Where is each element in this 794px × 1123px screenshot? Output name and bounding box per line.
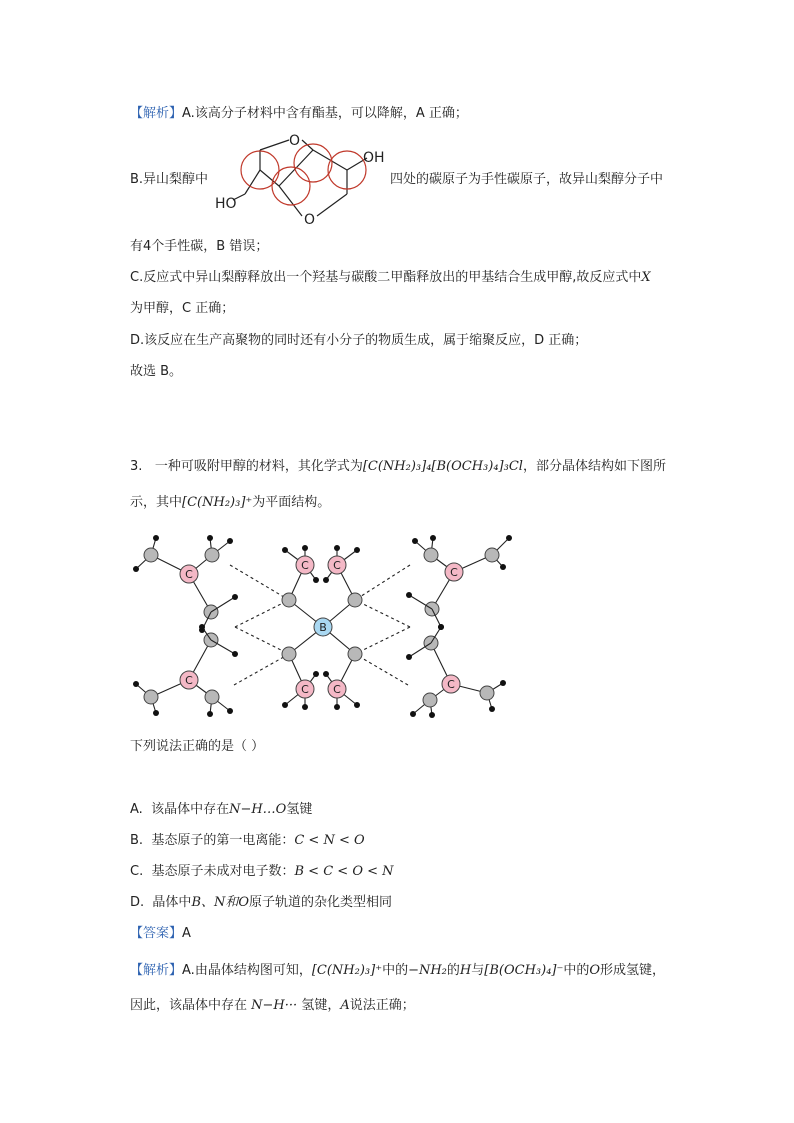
analysis2-text-e: 中的 [563, 963, 590, 978]
option-c[interactable] [130, 862, 394, 882]
atom-carbon-label: C [447, 678, 455, 691]
question-line-1 [130, 457, 666, 477]
atom-hydrogen [227, 708, 233, 714]
question-text-1: 一种可吸附甲醇的材料，其化学式为 [154, 459, 363, 474]
atom-hydrogen [207, 535, 213, 541]
atom-hydrogen [354, 702, 360, 708]
guanidinium-ion: [C(NH₂)₃]⁺ [182, 495, 253, 510]
analysis-option-c-cont: 为甲醇，C 正确； [130, 301, 235, 316]
hydrogen-bond [230, 565, 289, 600]
atom-gray [282, 647, 296, 661]
option-d-text: 晶体中 [152, 895, 192, 910]
analysis-line-d [130, 331, 587, 351]
atom-hydrogen [133, 681, 139, 687]
atom-hydrogen [133, 566, 139, 572]
bond [409, 643, 431, 657]
option-b-label: B. [130, 833, 144, 848]
analysis2-tag: 【解析】 [130, 963, 183, 978]
analysis-option-b-prefix: B.异山梨醇中 [130, 172, 209, 187]
analysis2-text-f: 形成氢键， [600, 963, 666, 978]
prompt-text: 下列说法正确的是（ ） [130, 739, 265, 754]
atom-gray [144, 690, 158, 704]
atom-hydrogen [153, 535, 159, 541]
atom-carbon-methoxy-label: C [301, 683, 309, 696]
option-b-math: C < N < O [294, 833, 365, 848]
atom-hydrogen [410, 711, 416, 717]
atom-hydrogen [406, 592, 412, 598]
option-a-tail: 氢键 [286, 802, 313, 817]
atom-hydrogen [232, 651, 238, 657]
option-a-label: A. [130, 802, 143, 817]
bond [409, 595, 432, 609]
variable-x: X [641, 270, 651, 285]
analysis2-line-2 [130, 996, 415, 1016]
option-c-label: C. [130, 864, 144, 879]
atom-hydrogen [207, 711, 213, 717]
option-d-math: B、N和O [191, 895, 250, 910]
hydrogen-bond [355, 600, 410, 627]
analysis2-text-a: A.由晶体结构图可知， [182, 963, 312, 978]
bond [211, 597, 235, 612]
atom-hydrogen [282, 547, 288, 553]
atom-hydrogen [323, 577, 329, 583]
analysis-option-b-cont: 有4个手性碳，B 错误； [130, 239, 269, 254]
question-text-2-start: 示，其中 [130, 495, 183, 510]
analysis2-text-2b: 氢键， [301, 998, 341, 1013]
analysis2-ion: [C(NH₂)₃]⁺ [311, 963, 383, 978]
hydrogen-bond [235, 627, 289, 654]
atom-hydrogen [199, 624, 205, 630]
atom-hydrogen [412, 538, 418, 544]
analysis2-h: H [459, 963, 472, 978]
option-d[interactable] [130, 893, 392, 913]
question-prompt [130, 737, 264, 757]
atom-hydrogen [429, 712, 435, 718]
hydrogen-bond [355, 565, 410, 600]
analysis-line-c-cont [130, 299, 234, 319]
chemical-formula: [C(NH₂)₃]₄[B(OCH₃)₄]₃Cl [362, 459, 523, 474]
option-c-math: B < C < O < N [294, 864, 394, 879]
analysis2-ion2: [B(OCH₃)₄]⁻ [484, 963, 564, 978]
analysis-line-b-prefix [130, 170, 208, 190]
atom-hydrogen [489, 706, 495, 712]
hydrogen-bond [355, 654, 408, 685]
analysis2-text-b: 中的 [382, 963, 409, 978]
atom-hydrogen [282, 702, 288, 708]
analysis-line-b-cont [130, 237, 268, 257]
atom-gray [480, 686, 494, 700]
question-line-2 [130, 493, 330, 513]
atom-hydrogen [313, 577, 319, 583]
analysis-option-a: A.该高分子材料中含有酯基，可以降解，A 正确； [182, 106, 468, 121]
atom-hydrogen [500, 564, 506, 570]
crystal-structure-diagram [130, 525, 515, 720]
analysis-option-d: D.该反应在生产高聚物的同时还有小分子的物质生成，属于缩聚反应，D 正确； [130, 333, 588, 348]
atom-hydrogen [334, 545, 340, 551]
atom-carbon-methoxy-label: C [301, 559, 309, 572]
atom-gray [423, 693, 437, 707]
option-c-text: 基态原子未成对电子数： [151, 864, 295, 879]
atom-hydrogen [313, 671, 319, 677]
hydrogen-bond [234, 654, 289, 685]
option-a-math: N−H…O [229, 802, 287, 817]
analysis-tag: 【解析】 [130, 106, 183, 121]
atom-gray [424, 548, 438, 562]
atom-gray [205, 690, 219, 704]
analysis-conclusion [130, 362, 182, 382]
answer-line [130, 924, 191, 944]
option-d-tail: 原子轨道的杂化类型相同 [249, 895, 393, 910]
hydroxyl-left-label: HO [215, 196, 237, 212]
analysis-option-b-suffix: 四处的碳原子为手性碳原子，故异山梨醇分子中 [390, 172, 664, 187]
option-b-text: 基态原子的第一电离能： [151, 833, 295, 848]
analysis-line-a [130, 104, 468, 124]
conclusion-text: 故选 B。 [130, 364, 183, 379]
atom-boron-label: B [319, 621, 327, 634]
atom-carbon-label: C [185, 674, 193, 687]
atom-gray [348, 593, 362, 607]
atom-gray [282, 593, 296, 607]
option-a-text: 该晶体中存在 [151, 802, 230, 817]
question-text-2-end: 为平面结构。 [252, 495, 331, 510]
analysis2-text-c: 的 [446, 963, 460, 978]
oxygen-top-label: O [289, 133, 301, 149]
analysis2-bond: N−H··· [251, 998, 298, 1013]
option-b[interactable] [130, 831, 365, 851]
hydrogen-bond [355, 627, 410, 654]
atom-hydrogen [354, 547, 360, 553]
atom-hydrogen [500, 680, 506, 686]
analysis-option-c: C.反应式中异山梨醇释放出一个羟基与碳酸二甲酯释放出的甲基结合生成甲醇,故反应式中 [130, 270, 642, 285]
question-number: 3. [130, 459, 143, 474]
analysis2-var: A [340, 998, 350, 1013]
analysis2-text-2a: 因此，该晶体中存在 [130, 998, 248, 1013]
analysis2-text-2c: 说法正确； [349, 998, 415, 1013]
atom-gray [205, 548, 219, 562]
atom-hydrogen [302, 545, 308, 551]
atom-hydrogen [153, 710, 159, 716]
answer-tag: 【答案】 [130, 926, 183, 941]
analysis2-o: O [589, 963, 601, 978]
analysis2-group: −NH₂ [408, 963, 447, 978]
atom-hydrogen [406, 654, 412, 660]
answer-value: A [182, 926, 191, 941]
atom-hydrogen [227, 538, 233, 544]
atom-hydrogen [323, 671, 329, 677]
atom-gray [485, 548, 499, 562]
atom-gray [144, 548, 158, 562]
oxygen-bottom-label: O [304, 212, 316, 228]
hydroxyl-right-label: OH [363, 150, 385, 166]
hydrogen-bond [235, 600, 289, 627]
atom-carbon-label: C [185, 568, 193, 581]
isosorbide-structure [205, 128, 405, 228]
atom-hydrogen [232, 594, 238, 600]
atom-gray [348, 647, 362, 661]
analysis-line-b-suffix [390, 170, 663, 190]
atom-hydrogen [438, 624, 444, 630]
bond [211, 640, 235, 654]
atom-hydrogen [506, 535, 512, 541]
option-d-label: D. [130, 895, 145, 910]
atom-hydrogen [302, 704, 308, 710]
atom-carbon-methoxy-label: C [333, 559, 341, 572]
atom-hydrogen [334, 704, 340, 710]
atom-hydrogen [430, 535, 436, 541]
option-a[interactable] [130, 800, 312, 820]
analysis2-text-d: 与 [471, 963, 485, 978]
atom-carbon-methoxy-label: C [333, 683, 341, 696]
analysis-line-c [130, 268, 651, 288]
question-text-1-end: ，部分晶体结构如下图所 [522, 459, 666, 474]
atom-carbon-label: C [450, 566, 458, 579]
analysis2-line-1 [130, 961, 665, 981]
